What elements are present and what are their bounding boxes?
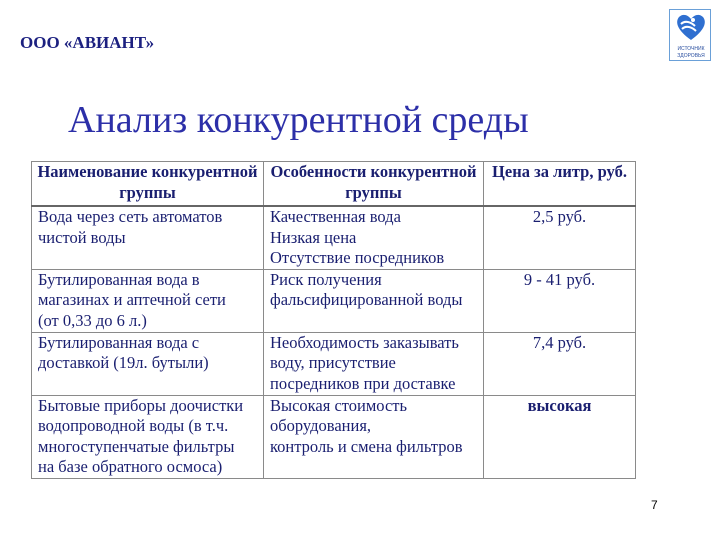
slide-title: Анализ конкурентной среды bbox=[68, 99, 529, 141]
cell-line: чистой воды bbox=[38, 227, 126, 247]
water-heart-icon bbox=[673, 12, 709, 42]
cell-line: (от 0,33 до 6 л.) bbox=[38, 310, 147, 330]
cell-line: Качественная вода bbox=[270, 207, 401, 226]
cell-line: Отсутствие посредников bbox=[270, 248, 445, 268]
company-logo bbox=[669, 9, 711, 61]
header-group: Наименование конкурентной группы bbox=[32, 162, 264, 207]
cell-features bbox=[264, 332, 484, 395]
header-price: Цена за литр, руб. bbox=[484, 162, 636, 207]
cell-price: высокая bbox=[484, 395, 636, 478]
logo-text-2: ЗДОРОВЬЯ bbox=[677, 53, 705, 59]
cell-line: водопроводной воды (в т.ч. bbox=[38, 416, 229, 436]
cell-line: воду, присутствие bbox=[270, 353, 396, 373]
cell-line: магазинах и аптечной сети bbox=[38, 290, 226, 310]
cell-price: 9 - 41 руб. bbox=[484, 269, 636, 332]
cell-price: 2,5 руб. bbox=[484, 206, 636, 269]
cell-features bbox=[264, 269, 484, 332]
cell-line: Низкая цена bbox=[270, 227, 357, 247]
cell-group bbox=[32, 206, 264, 269]
cell-line: на базе обратного осмоса) bbox=[38, 457, 223, 477]
logo-text-1: ИСТОЧНИК bbox=[677, 46, 705, 52]
cell-line: Вода через сеть автоматов bbox=[38, 207, 223, 226]
cell-line: Необходимость заказывать bbox=[270, 332, 459, 352]
cell-line: оборудования, bbox=[270, 416, 372, 436]
table-row bbox=[32, 206, 636, 269]
cell-line: Высокая стоимость bbox=[270, 395, 408, 415]
table-row bbox=[32, 269, 636, 332]
cell-line: фальсифицированной воды bbox=[270, 290, 463, 310]
cell-group bbox=[32, 395, 264, 478]
page-number: 7 bbox=[651, 498, 658, 512]
cell-line: многоступенчатые фильтры bbox=[38, 436, 235, 456]
table-row bbox=[32, 332, 636, 395]
table-row bbox=[32, 395, 636, 478]
cell-group bbox=[32, 269, 264, 332]
cell-group bbox=[32, 332, 264, 395]
cell-line: посредников при доставке bbox=[270, 373, 456, 393]
cell-line: Риск получения bbox=[270, 269, 382, 289]
header-features: Особенности конкурентной группы bbox=[264, 162, 484, 207]
cell-line: Бутилированная вода в bbox=[38, 269, 200, 289]
cell-features bbox=[264, 206, 484, 269]
cell-price: 7,4 руб. bbox=[484, 332, 636, 395]
cell-line: Бытовые приборы доочистки bbox=[38, 395, 244, 415]
company-name: ООО «АВИАНТ» bbox=[20, 33, 155, 52]
cell-line: контроль и смена фильтров bbox=[270, 436, 463, 456]
cell-features bbox=[264, 395, 484, 478]
cell-line: Бутилированная вода с bbox=[38, 332, 200, 352]
cell-line: доставкой (19л. бутыли) bbox=[38, 353, 209, 373]
competition-table bbox=[31, 161, 636, 479]
